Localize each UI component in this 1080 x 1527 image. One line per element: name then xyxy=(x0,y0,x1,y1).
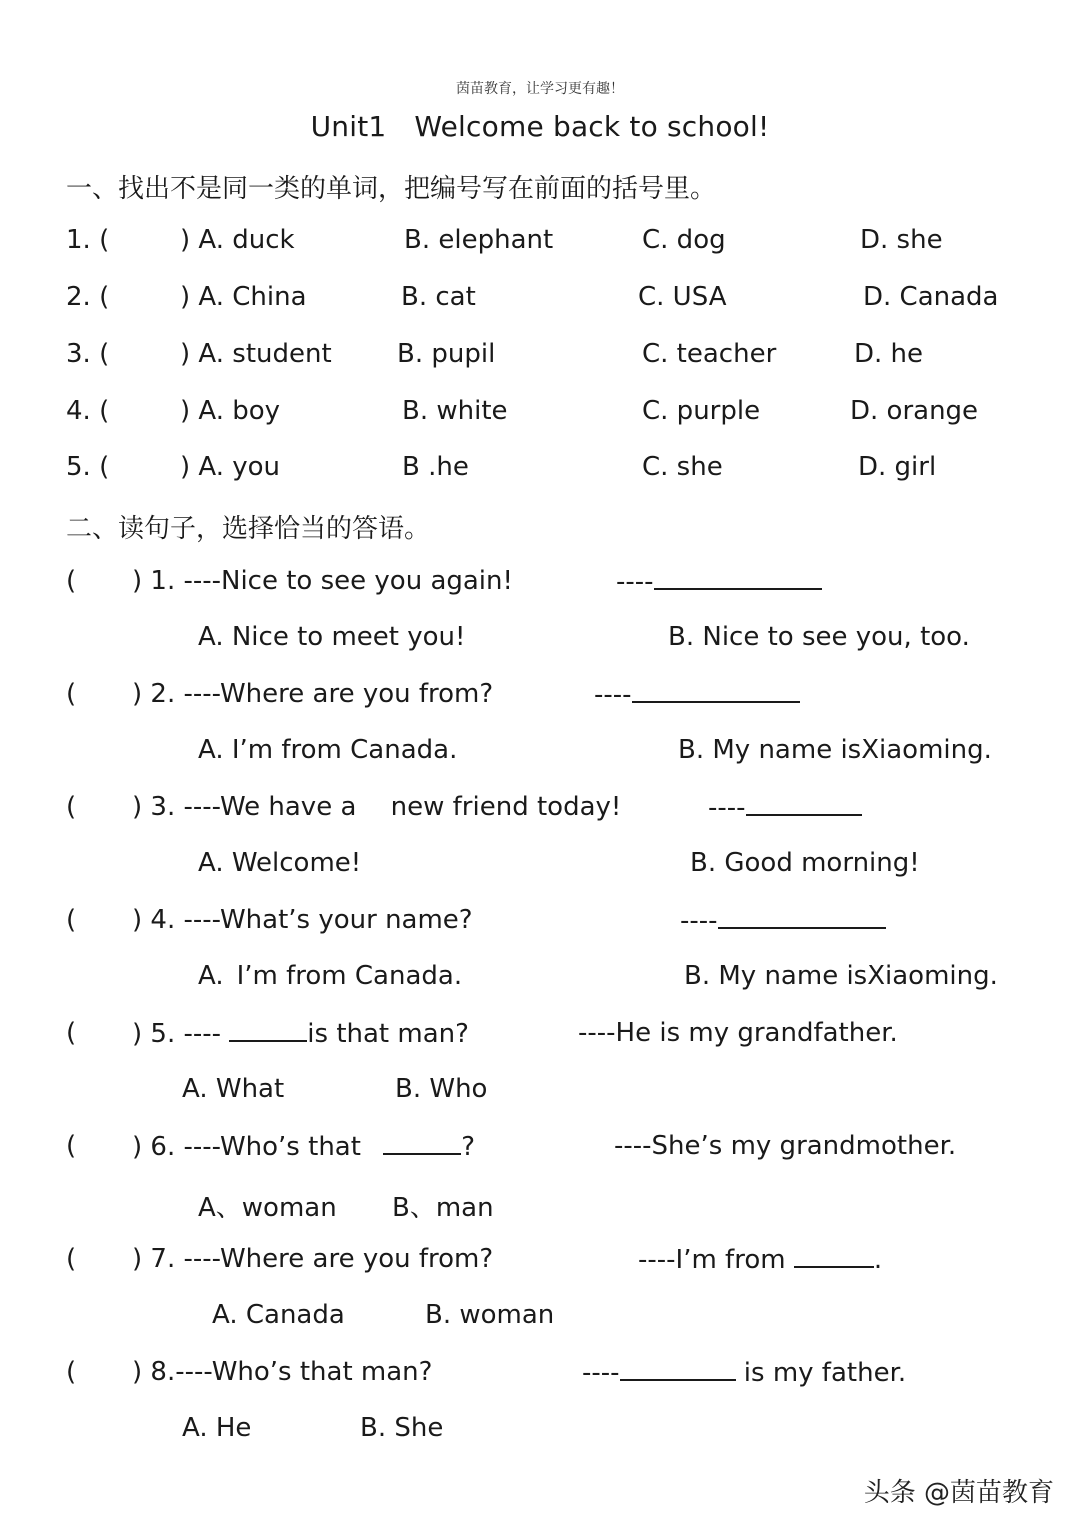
question-blank[interactable] xyxy=(383,1131,461,1155)
option-a: ) A. you xyxy=(180,452,281,482)
choice-a: A. I’m from Canada. xyxy=(198,961,463,991)
answer-paren-open: ( xyxy=(66,566,77,596)
item-number: 5. ( xyxy=(66,452,110,482)
choice-b: B. Good morning! xyxy=(690,848,920,878)
answer-paren-open: ( xyxy=(66,679,77,709)
question-7: ) 7. ----Where are you from? xyxy=(132,1244,494,1274)
reply-1 xyxy=(616,566,822,597)
reply-4 xyxy=(680,905,886,936)
reply-5: ----He is my grandfather. xyxy=(578,1018,898,1048)
option-d: D. he xyxy=(854,339,924,369)
option-c: C. teacher xyxy=(642,339,777,369)
question-5 xyxy=(132,1018,469,1049)
choice-b: B. Who xyxy=(395,1074,488,1104)
option-b: B. elephant xyxy=(404,225,554,255)
option-b: B .he xyxy=(402,452,469,482)
question-6 xyxy=(132,1131,475,1162)
reply-blank[interactable] xyxy=(620,1357,736,1381)
item-number: 3. ( xyxy=(66,339,110,369)
reply-post: . xyxy=(873,1245,883,1275)
question-post: ? xyxy=(461,1132,475,1162)
reply-prefix: ---- xyxy=(616,567,654,597)
option-a: ) A. China xyxy=(180,282,307,312)
reply-7 xyxy=(638,1244,882,1275)
answer-paren-open: ( xyxy=(66,1131,77,1161)
reply-pre: ----I’m from xyxy=(638,1245,794,1275)
reply-post: is my father. xyxy=(735,1358,907,1388)
answer-blank[interactable] xyxy=(632,679,800,703)
option-a: ) A. boy xyxy=(180,396,281,426)
watermark: 头条 @茵苗教育 xyxy=(863,1478,1054,1508)
answer-paren-open: ( xyxy=(66,1018,77,1048)
reply-6: ----She’s my grandmother. xyxy=(614,1131,957,1161)
reply-prefix: ---- xyxy=(708,793,746,823)
choice-b: B、man xyxy=(392,1193,494,1223)
question-3: ) 3. ----We have a new friend today! xyxy=(132,792,622,822)
choice-b: B. She xyxy=(360,1413,444,1443)
option-c: C. purple xyxy=(642,396,761,426)
answer-blank[interactable] xyxy=(654,566,822,590)
reply-pre: ---- xyxy=(582,1358,620,1388)
option-a: ) A. duck xyxy=(180,225,295,255)
question-2: ) 2. ----Where are you from? xyxy=(132,679,494,709)
question-pre: ) 5. ---- xyxy=(132,1019,230,1049)
answer-paren-open: ( xyxy=(66,792,77,822)
reply-2 xyxy=(594,679,800,710)
option-d: D. girl xyxy=(858,452,937,482)
option-c: C. USA xyxy=(638,282,727,312)
question-blank[interactable] xyxy=(229,1018,307,1042)
option-a: ) A. student xyxy=(180,339,332,369)
choice-b: B. My name isXiaoming. xyxy=(678,735,992,765)
item-number: 2. ( xyxy=(66,282,110,312)
question-8: ) 8.----Who’s that man? xyxy=(132,1357,433,1387)
title-text: Welcome back to school! xyxy=(414,110,770,143)
page-title xyxy=(0,110,1080,143)
choice-a: A. Nice to meet you! xyxy=(198,622,466,652)
option-d: D. orange xyxy=(850,396,979,426)
option-c: C. she xyxy=(642,452,723,482)
reply-prefix: ---- xyxy=(680,906,718,936)
choice-b: B. My name isXiaoming. xyxy=(684,961,998,991)
choice-a: A. He xyxy=(182,1413,252,1443)
question-post: is that man? xyxy=(307,1019,469,1049)
question-1: ) 1. ----Nice to see you again! xyxy=(132,566,513,596)
choice-a: A. Welcome! xyxy=(198,848,362,878)
reply-8 xyxy=(582,1357,906,1388)
question-4: ) 4. ----What’s your name? xyxy=(132,905,473,935)
choice-b: B. Nice to see you, too. xyxy=(668,622,970,652)
choice-a: A. I’m from Canada. xyxy=(198,735,458,765)
option-d: D. she xyxy=(860,225,943,255)
header-slogan: 茵苗教育，让学习更有趣！ xyxy=(456,81,624,97)
answer-paren-open: ( xyxy=(66,1357,77,1387)
choice-a: A、woman xyxy=(198,1193,337,1223)
reply-3 xyxy=(708,792,862,823)
answer-paren-open: ( xyxy=(66,905,77,935)
section1-heading: 一、找出不是同一类的单词，把编号写在前面的括号里。 xyxy=(66,174,717,204)
section2-heading: 二、读句子，选择恰当的答语。 xyxy=(66,514,431,544)
item-number: 1. ( xyxy=(66,225,110,255)
answer-paren-open: ( xyxy=(66,1244,77,1274)
question-pre: ) 6. ----Who’s that xyxy=(132,1132,370,1162)
option-b: B. cat xyxy=(401,282,476,312)
reply-prefix: ---- xyxy=(594,680,632,710)
choice-b: B. woman xyxy=(425,1300,555,1330)
title-unit: Unit1 xyxy=(310,110,387,143)
reply-blank[interactable] xyxy=(794,1244,874,1268)
option-b: B. pupil xyxy=(397,339,496,369)
choice-a: A. Canada xyxy=(212,1300,345,1330)
option-b: B. white xyxy=(402,396,508,426)
answer-blank[interactable] xyxy=(718,905,886,929)
item-number: 4. ( xyxy=(66,396,110,426)
choice-a: A. What xyxy=(182,1074,285,1104)
answer-blank[interactable] xyxy=(746,792,862,816)
option-c: C. dog xyxy=(642,225,726,255)
option-d: D. Canada xyxy=(863,282,999,312)
